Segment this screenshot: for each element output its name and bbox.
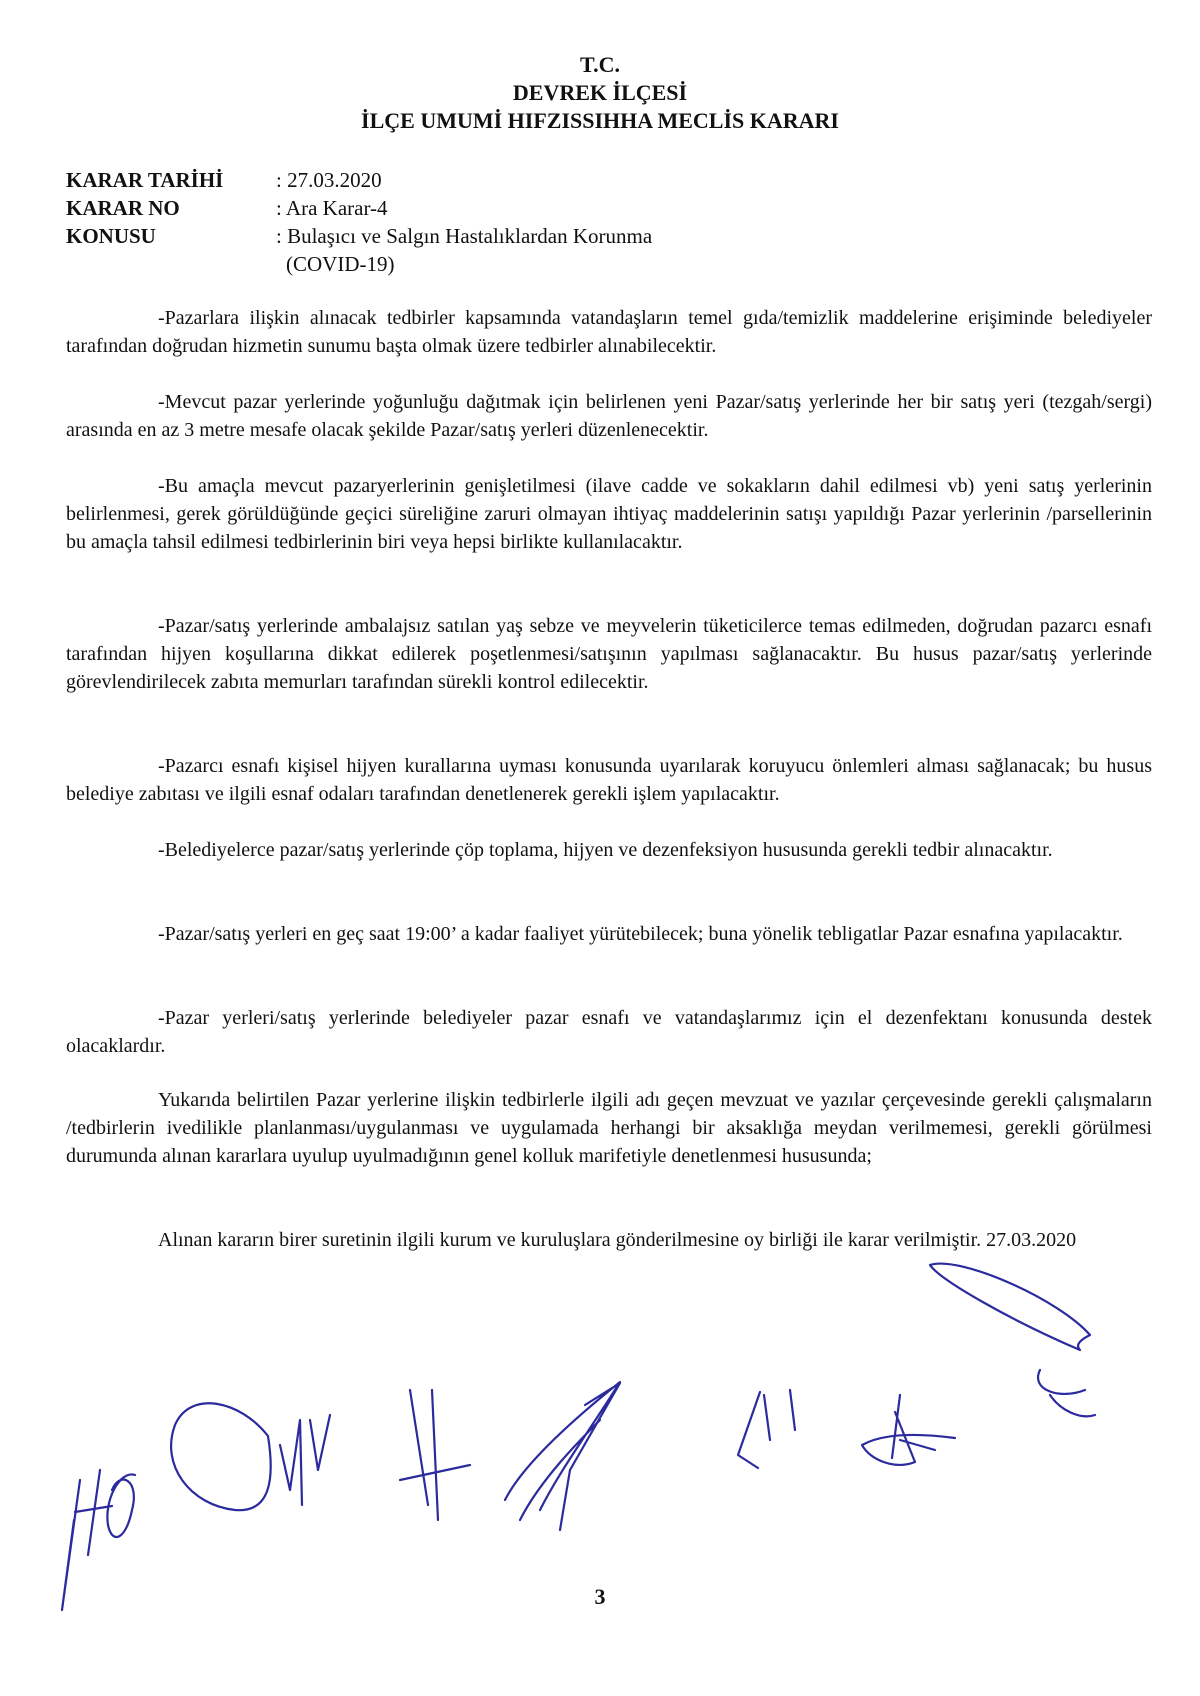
paragraph-1: -Pazarlara ilişkin alınacak tedbirler kapsamında vatandaşların temel gıda/temizlik maddelerine erişiminde belediyeler tarafından doğrudan hizmetin sunumu başta olmak üzere tedbirler alınabilecektir. (66, 307, 1152, 357)
meta-number-label: KARAR NO (66, 196, 180, 220)
signature-3 (400, 1382, 620, 1530)
paragraph-8: -Pazar yerleri/satış yerlerinde belediyeler pazar esnafı ve vatandaşlarımız için el dezenfektanı konusunda destek olacaklardır. (66, 1007, 1152, 1057)
meta-subject-label: KONUSU (66, 224, 156, 248)
paragraph-5: -Pazarcı esnafı kişisel hijyen kurallarına uyması konusunda uyarılarak koruyucu önlemleri alması sağlanacak; bu husus belediye zabıtası ve ilgili esnaf odaları tarafından denetlenerek gerekli işlem yapılacaktır. (66, 755, 1152, 805)
page-number: 3 (594, 1584, 606, 1609)
paragraph-9: Yukarıda belirtilen Pazar yerlerine ilişkin tedbirlerle ilgili adı geçen mevzuat ve yazılar çerçevesinde gerekli çalışmaların /tedbirlerin ivedilikle planlanması/uygulanması ve uygulamada herhangi bir aksaklığa meydan verilmemesi, gerekli görülmesi durumunda alınan kararlara uyulup uyulmadığının genel kolluk marifetiyle denetlenmesi hususunda; (66, 1089, 1152, 1167)
meta-subject-value-2: (COVID-19) (286, 252, 395, 276)
paragraph-10: Alınan kararın birer suretinin ilgili kurum ve kuruluşlara gönderilmesine oy birliği ile karar verilmiştir. 27.03.2020 (158, 1229, 1077, 1251)
paragraph-6: -Belediyelerce pazar/satış yerlerinde çöp toplama, hijyen ve dezenfeksiyon hususunda gerekli tedbir alınacaktır. (158, 839, 1053, 861)
signature-4 (738, 1390, 795, 1468)
paragraph-7: -Pazar/satış yerleri en geç saat 19:00’ a kadar faaliyet yürütebilecek; buna yönelik tebligatlar Pazar esnafına yapılacaktır. (158, 923, 1123, 945)
signature-6 (930, 1264, 1095, 1417)
paragraph-4: -Pazar/satış yerlerinde ambalajsız satılan yaş sebze ve meyvelerin tüketicilerce temas edilmeden, doğrudan pazarcı esnafı tarafından hijyen koşullarına dikkat edilerek poşetlenmesi/satışının yapılması sağlanacaktır. Bu husus pazar/satış yerlerinde görevlendirilecek zabıta memurları tarafından sürekli kontrol edilecektir. (66, 615, 1152, 693)
meta-number-value: : Ara Karar-4 (276, 196, 388, 220)
meta-date-label: KARAR TARİHİ (66, 168, 224, 192)
paragraph-2: -Mevcut pazar yerlerinde yoğunluğu dağıtmak için belirlenen yeni Pazar/satış yerlerinde her bir satış yeri (tezgah/sergi) arasında en az 3 metre mesafe olacak şekilde Pazar/satış yerleri düzenlenecektir. (66, 391, 1152, 441)
paragraph-3: -Bu amaçla mevcut pazaryerlerinin genişletilmesi (ilave cadde ve sokakların dahil edilmesi vb) yeni satış yerlerinin belirlenmesi, gerek görüldüğünde geçici süreliğine zaruri olmayan ihtiyaç maddelerinin satışı yapıldığı Pazar yerlerinin /parsellerinin bu amaçla tahsil edilmesi tedbirlerinin biri veya hepsi birlikte kullanılacaktır. (66, 475, 1152, 553)
header-council-decision: İLÇE UMUMİ HIFZISSIHHA MECLİS KARARI (361, 108, 839, 133)
header-district: DEVREK İLÇESİ (512, 80, 688, 105)
meta-date-value: : 27.03.2020 (276, 168, 382, 192)
signature-5 (862, 1395, 955, 1465)
header-tc: T.C. (580, 52, 620, 77)
meta-subject-value: : Bulaşıcı ve Salgın Hastalıklardan Korunma (276, 224, 653, 248)
signature-2 (171, 1403, 330, 1510)
